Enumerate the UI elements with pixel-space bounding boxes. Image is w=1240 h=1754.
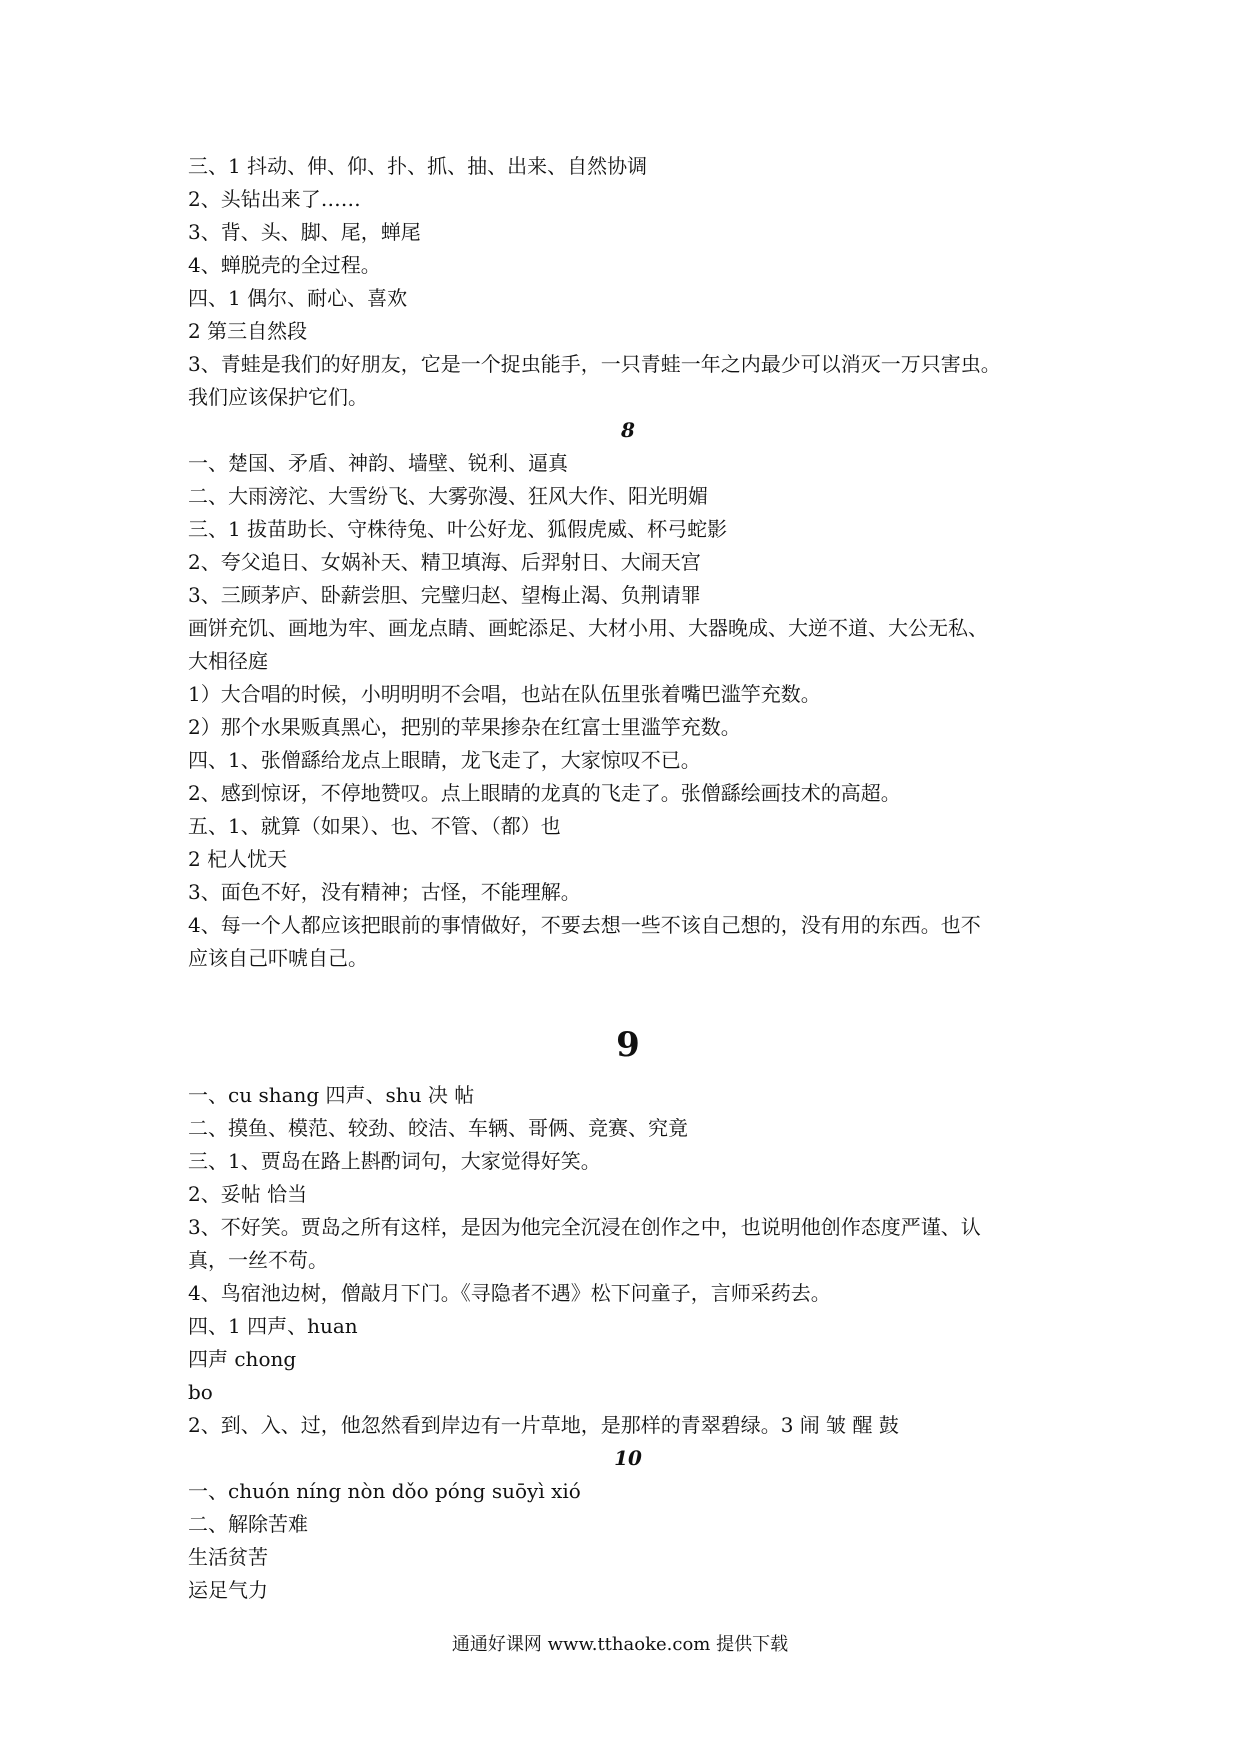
text-line: 二、大雨滂沱、大雪纷飞、大雾弥漫、狂风大作、阳光明媚	[188, 484, 708, 508]
text-line: 3、三顾茅庐、卧薪尝胆、完璧归赵、望梅止渴、负荆请罪	[188, 583, 701, 607]
text-line: 大相径庭	[188, 649, 268, 673]
text-line: 3、青蛙是我们的好朋友，它是一个捉虫能手，一只青蛙一年之内最少可以消灭一万只害虫。	[188, 352, 1001, 376]
section-7	[188, 150, 1068, 414]
text-line: 画饼充饥、画地为牢、画龙点睛、画蛇添足、大材小用、大器晚成、大逆不道、大公无私、	[188, 616, 988, 640]
text-line: 一、chuón níng nòn dǒo póng suōyì xió	[188, 1479, 581, 1503]
text-line: 2、感到惊讶，不停地赞叹。点上眼睛的龙真的飞走了。张僧繇绘画技术的高超。	[188, 781, 901, 805]
text-line: 应该自己吓唬自己。	[188, 946, 368, 970]
text-line: 五、1、就算（如果）、也、不管、（都）也	[188, 814, 561, 838]
text-line: 三、1 抖动、伸、仰、扑、抓、抽、出来、自然协调	[188, 154, 648, 178]
text-line: 一、楚国、矛盾、神韵、墙壁、锐利、逼真	[188, 451, 568, 475]
text-line: 3、面色不好，没有精神；古怪，不能理解。	[188, 880, 581, 904]
section-8	[188, 447, 1068, 975]
text-line: 1）大合唱的时候，小明明明不会唱，也站在队伍里张着嘴巴滥竽充数。	[188, 682, 821, 706]
text-line: 真，一丝不苟。	[188, 1248, 328, 1272]
text-line: 4、每一个人都应该把眼前的事情做好，不要去想一些不该自己想的，没有用的东西。也不	[188, 913, 981, 937]
section-10	[188, 1475, 1068, 1607]
text-line: 3、背、头、脚、尾，蝉尾	[188, 220, 421, 244]
text-line: 四、1 偶尔、耐心、喜欢	[188, 286, 408, 310]
text-line: 我们应该保护它们。	[188, 385, 368, 409]
section-heading-9: 9	[616, 1025, 640, 1065]
text-line: 四声 chong	[188, 1347, 297, 1371]
text-line: 2、夸父追日、女娲补天、精卫填海、后羿射日、大闹天宫	[188, 550, 701, 574]
text-line: 二、摸鱼、模范、较劲、皎洁、车辆、哥俩、竞赛、究竟	[188, 1116, 688, 1140]
text-line: 4、蝉脱壳的全过程。	[188, 253, 381, 277]
text-line: 一、cu shang 四声、shu 决 帖	[188, 1083, 475, 1107]
text-line: bo	[188, 1380, 213, 1404]
text-line: 2）那个水果贩真黑心，把别的苹果掺杂在红富士里滥竽充数。	[188, 715, 741, 739]
page-footer: 通通好课网 www.tthaoke.com 提供下载	[451, 1634, 789, 1655]
text-line: 四、1 四声、huan	[188, 1314, 358, 1338]
text-line: 2 第三自然段	[188, 319, 308, 343]
text-line: 二、解除苦难	[188, 1512, 308, 1536]
document-content	[188, 150, 1068, 1607]
section-heading-10: 10	[614, 1446, 642, 1470]
text-line: 2、妥帖 恰当	[188, 1182, 308, 1206]
text-line: 3、不好笑。贾岛之所有这样，是因为他完全沉浸在创作之中，也说明他创作态度严谨、认	[188, 1215, 981, 1239]
text-line: 2、到、入、过，他忽然看到岸边有一片草地，是那样的青翠碧绿。3 闹 皱 醒 鼓	[188, 1413, 899, 1437]
text-line: 4、鸟宿池边树，僧敲月下门。《寻隐者不遇》松下问童子，言师采药去。	[188, 1281, 831, 1305]
text-line: 三、1、贾岛在路上斟酌词句，大家觉得好笑。	[188, 1149, 601, 1173]
section-heading-8: 8	[621, 418, 635, 442]
section-9	[188, 1079, 1068, 1442]
text-line: 三、1 拔苗助长、守株待兔、叶公好龙、狐假虎威、杯弓蛇影	[188, 517, 728, 541]
text-line: 四、1、张僧繇给龙点上眼睛，龙飞走了，大家惊叹不已。	[188, 748, 701, 772]
text-line: 运足气力	[188, 1578, 268, 1602]
text-line: 2、头钻出来了……	[188, 187, 361, 211]
text-line: 生活贫苦	[188, 1545, 268, 1569]
text-line: 2 杞人忧天	[188, 847, 288, 871]
